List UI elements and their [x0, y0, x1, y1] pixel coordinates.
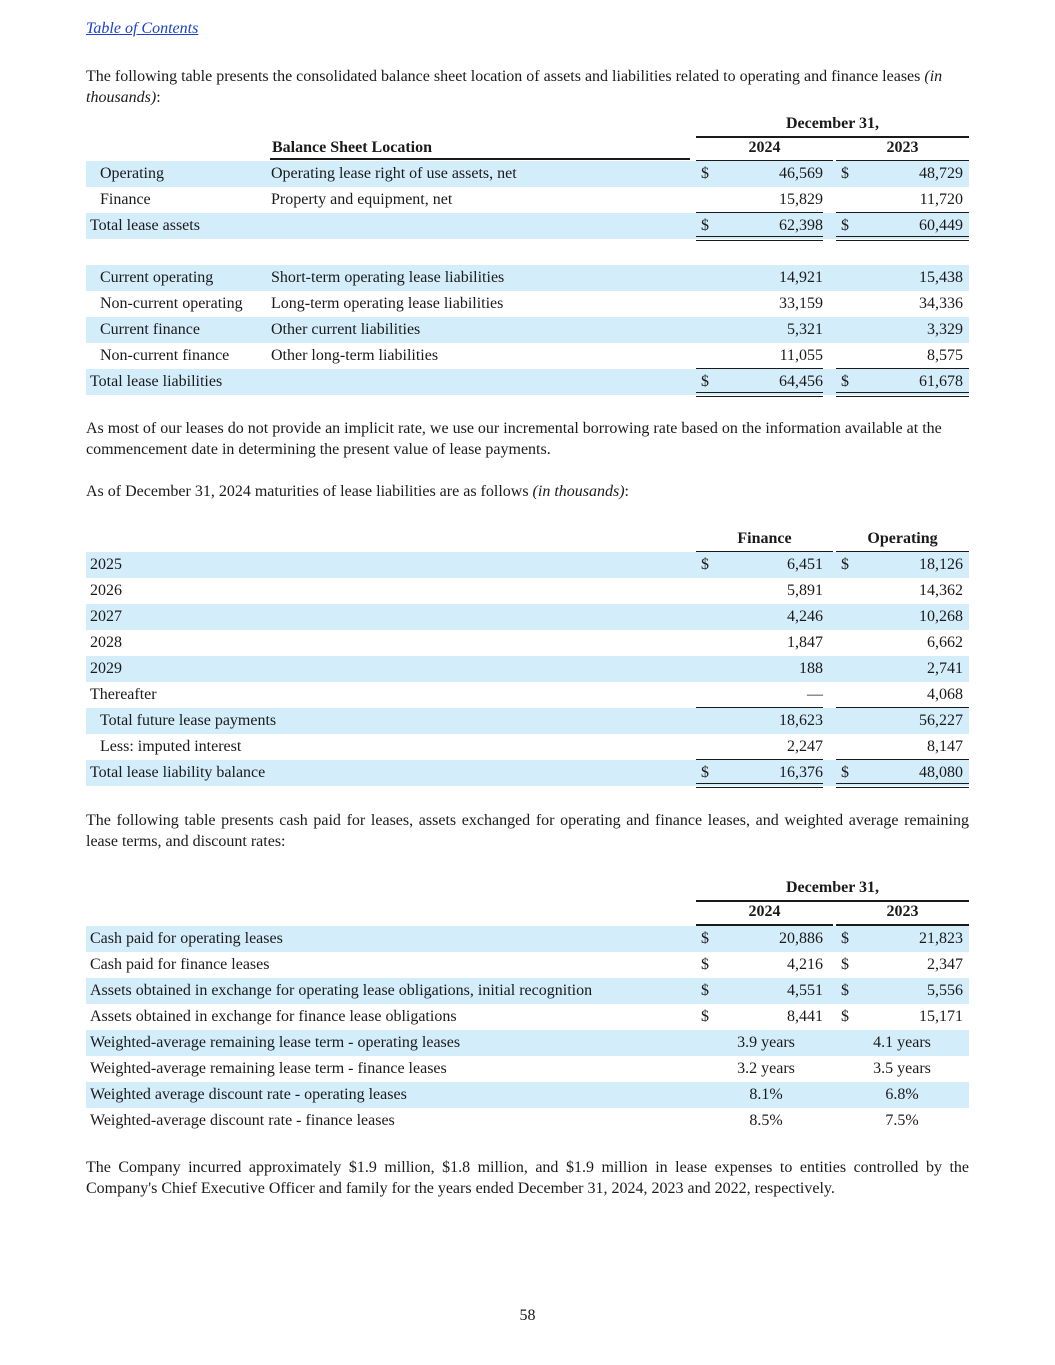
- currency-symbol: $: [841, 373, 849, 390]
- value-2023: 7.5%: [885, 1112, 919, 1129]
- value-2023: 5,556: [927, 982, 963, 999]
- value-2024: 11,055: [779, 347, 823, 364]
- value-2023: 48,729: [919, 165, 963, 182]
- table-row: [86, 630, 969, 656]
- row-label: Assets obtained in exchange for finance lease obligations: [90, 1008, 457, 1025]
- operating-value: 8,147: [927, 738, 963, 755]
- row-label: Thereafter: [90, 686, 157, 703]
- subtotal-rule: [836, 368, 969, 369]
- value-2023: 6.8%: [885, 1086, 919, 1103]
- subtotal-rule: [836, 707, 969, 708]
- value-2023: 15,171: [919, 1008, 963, 1025]
- value-2024: 64,456: [779, 373, 823, 390]
- currency-symbol: $: [701, 1008, 709, 1025]
- t2-finance-header: Finance: [696, 527, 833, 553]
- currency-symbol: $: [701, 930, 709, 947]
- row-label: Assets obtained in exchange for operating lease obligations, initial recognition: [90, 982, 593, 999]
- t3-year2-header: 2023: [836, 900, 969, 926]
- currency-symbol: $: [841, 956, 849, 973]
- subtotal-rule: [696, 212, 823, 213]
- operating-value: 18,126: [919, 556, 963, 573]
- currency-symbol: $: [701, 165, 709, 182]
- intro-text: The following table presents the consolidated balance sheet location of assets and liabilities related to operating and finance leases: [86, 68, 925, 85]
- row-label: Current operating: [100, 269, 214, 286]
- row-label: Current finance: [100, 321, 200, 338]
- currency-symbol: $: [701, 373, 709, 390]
- borrowing-rate-paragraph: As most of our leases do not provide an implicit rate, we use our incremental borrowing rate based on the information available at the commencement date in determining the present value of lease payments.: [86, 420, 942, 458]
- row-label: 2028: [90, 634, 122, 651]
- currency-symbol: $: [701, 556, 709, 573]
- table-row: [86, 734, 969, 760]
- subtotal-rule: [696, 759, 823, 760]
- value-2024: 3.9 years: [737, 1034, 795, 1051]
- finance-value: 1,847: [787, 634, 823, 651]
- maturities-tail: :: [624, 483, 629, 500]
- subtotal-rule: [836, 212, 969, 213]
- table-row: [86, 552, 969, 578]
- t1-period-header: December 31,: [696, 112, 969, 138]
- maturities-units: (in thousands): [532, 483, 625, 500]
- table-row: [86, 265, 969, 291]
- row-label: Non-current finance: [100, 347, 230, 364]
- finance-value: —: [807, 686, 823, 703]
- finance-value: 18,623: [779, 712, 823, 729]
- t1-year2-header: 2023: [836, 136, 969, 162]
- subtotal-rule: [696, 368, 823, 369]
- total-double-rule: [836, 783, 969, 788]
- t2-operating-header: Operating: [836, 527, 969, 553]
- table-row: [86, 161, 969, 187]
- operating-value: 4,068: [927, 686, 963, 703]
- value-2024: 5,321: [787, 321, 823, 338]
- value-2023: 3,329: [927, 321, 963, 338]
- currency-symbol: $: [701, 217, 709, 234]
- currency-symbol: $: [841, 982, 849, 999]
- table-of-contents-link[interactable]: Table of Contents: [86, 20, 199, 37]
- value-2023: 2,347: [927, 956, 963, 973]
- intro-paragraph: [86, 66, 969, 108]
- finance-value: 5,891: [787, 582, 823, 599]
- currency-symbol: $: [841, 930, 849, 947]
- row-label: Cash paid for finance leases: [90, 956, 270, 973]
- total-double-rule: [696, 392, 823, 397]
- currency-symbol: $: [841, 556, 849, 573]
- total-double-rule: [696, 236, 823, 241]
- table-row: [86, 656, 969, 682]
- row-label: 2029: [90, 660, 122, 677]
- operating-value: 48,080: [919, 764, 963, 781]
- value-2024: 8.1%: [749, 1086, 783, 1103]
- subtotal-rule: [696, 707, 823, 708]
- value-2024: 33,159: [779, 295, 823, 312]
- value-2024: 4,551: [787, 982, 823, 999]
- value-2024: 46,569: [779, 165, 823, 182]
- table-row: [86, 926, 969, 952]
- t1-year1-header: 2024: [696, 136, 833, 162]
- value-2023: 60,449: [919, 217, 963, 234]
- table-row: [86, 604, 969, 630]
- value-2023: 61,678: [919, 373, 963, 390]
- value-2024: 15,829: [779, 191, 823, 208]
- row-label: Finance: [100, 191, 151, 208]
- row-label: Total lease liability balance: [90, 764, 266, 781]
- row-label: Less: imputed interest: [100, 738, 242, 755]
- finance-value: 4,246: [787, 608, 823, 625]
- row-label: Weighted-average remaining lease term - finance leases: [90, 1060, 447, 1077]
- row-label: Weighted average discount rate - operating leases: [90, 1086, 407, 1103]
- row-label: Weighted-average discount rate - finance leases: [90, 1112, 395, 1129]
- value-2024: 62,398: [779, 217, 823, 234]
- row-label: Weighted-average remaining lease term - operating leases: [90, 1034, 461, 1051]
- value-2024: 20,886: [779, 930, 823, 947]
- total-double-rule: [696, 783, 823, 788]
- value-2023: 11,720: [919, 191, 963, 208]
- related-party-paragraph: The Company incurred approximately $1.9 million, $1.8 million, and $1.9 million in lease expenses to entities controlled by the Company's Chief Executive Officer and family for the years ended December 31, 2024, 2023 and 2022, respectively.: [86, 1159, 969, 1197]
- currency-symbol: $: [841, 217, 849, 234]
- table-row: [86, 578, 969, 604]
- table-row: [86, 343, 969, 369]
- value-2023: 3.5 years: [873, 1060, 931, 1077]
- table-row: [86, 317, 969, 343]
- value-2023: 8,575: [927, 347, 963, 364]
- row-label: Operating: [100, 165, 164, 182]
- subtotal-rule: [836, 759, 969, 760]
- value-2023: 15,438: [919, 269, 963, 286]
- total-double-rule: [836, 392, 969, 397]
- value-2023: 21,823: [919, 930, 963, 947]
- table-row-subtotal: [86, 708, 969, 734]
- row-location: Long-term operating lease liabilities: [271, 295, 504, 312]
- currency-symbol: $: [841, 1008, 849, 1025]
- row-label: 2027: [90, 608, 122, 625]
- row-location: Operating lease right of use assets, net: [271, 165, 517, 182]
- table-row: [86, 1108, 969, 1134]
- finance-value: 16,376: [779, 764, 823, 781]
- currency-symbol: $: [701, 956, 709, 973]
- row-label: Total future lease payments: [100, 712, 277, 729]
- finance-value: 2,247: [787, 738, 823, 755]
- table-row: [86, 682, 969, 708]
- value-2023: 4.1 years: [873, 1034, 931, 1051]
- table-row: [86, 1004, 969, 1030]
- t3-period-header: December 31,: [696, 876, 969, 902]
- table-row: [86, 1056, 969, 1082]
- intro-units: (in thousands): [86, 68, 943, 106]
- operating-value: 56,227: [919, 712, 963, 729]
- t3-year1-header: 2024: [696, 900, 833, 926]
- finance-value: 6,451: [787, 556, 823, 573]
- row-label: Total lease liabilities: [90, 373, 223, 390]
- row-location: Other current liabilities: [271, 321, 421, 338]
- row-label: 2025: [90, 556, 122, 573]
- t1-location-header: Balance Sheet Location: [270, 136, 690, 160]
- table-row: [86, 978, 969, 1004]
- table-row: [86, 187, 969, 213]
- table-row: [86, 1030, 969, 1056]
- currency-symbol: $: [841, 764, 849, 781]
- row-location: Short-term operating lease liabilities: [271, 269, 505, 286]
- value-2024: 8.5%: [749, 1112, 783, 1129]
- value-2024: 14,921: [779, 269, 823, 286]
- currency-symbol: $: [701, 982, 709, 999]
- operating-value: 6,662: [927, 634, 963, 651]
- value-2023: 34,336: [919, 295, 963, 312]
- table-row: [86, 952, 969, 978]
- value-2024: 4,216: [787, 956, 823, 973]
- currency-symbol: $: [841, 165, 849, 182]
- table-row: [86, 1082, 969, 1108]
- page-number: 58: [519, 1307, 536, 1324]
- row-label: Total lease assets: [90, 217, 200, 234]
- cash-paid-paragraph: The following table presents cash paid for leases, assets exchanged for operating and finance leases, and weighted average remaining lease terms, and discount rates:: [86, 812, 969, 850]
- table-row: [86, 291, 969, 317]
- value-2024: 8,441: [787, 1008, 823, 1025]
- maturities-text: As of December 31, 2024 maturities of lease liabilities are as follows: [86, 483, 533, 500]
- operating-value: 14,362: [919, 582, 963, 599]
- currency-symbol: $: [701, 764, 709, 781]
- row-label: 2026: [90, 582, 122, 599]
- operating-value: 2,741: [927, 660, 963, 677]
- maturities-paragraph: [86, 481, 969, 502]
- row-label: Cash paid for operating leases: [90, 930, 283, 947]
- value-2024: 3.2 years: [737, 1060, 795, 1077]
- row-location: Other long-term liabilities: [271, 347, 439, 364]
- row-location: Property and equipment, net: [271, 191, 453, 208]
- intro-tail: :: [156, 89, 161, 106]
- finance-value: 188: [799, 660, 823, 677]
- operating-value: 10,268: [919, 608, 963, 625]
- total-double-rule: [836, 236, 969, 241]
- row-label: Non-current operating: [100, 295, 243, 312]
